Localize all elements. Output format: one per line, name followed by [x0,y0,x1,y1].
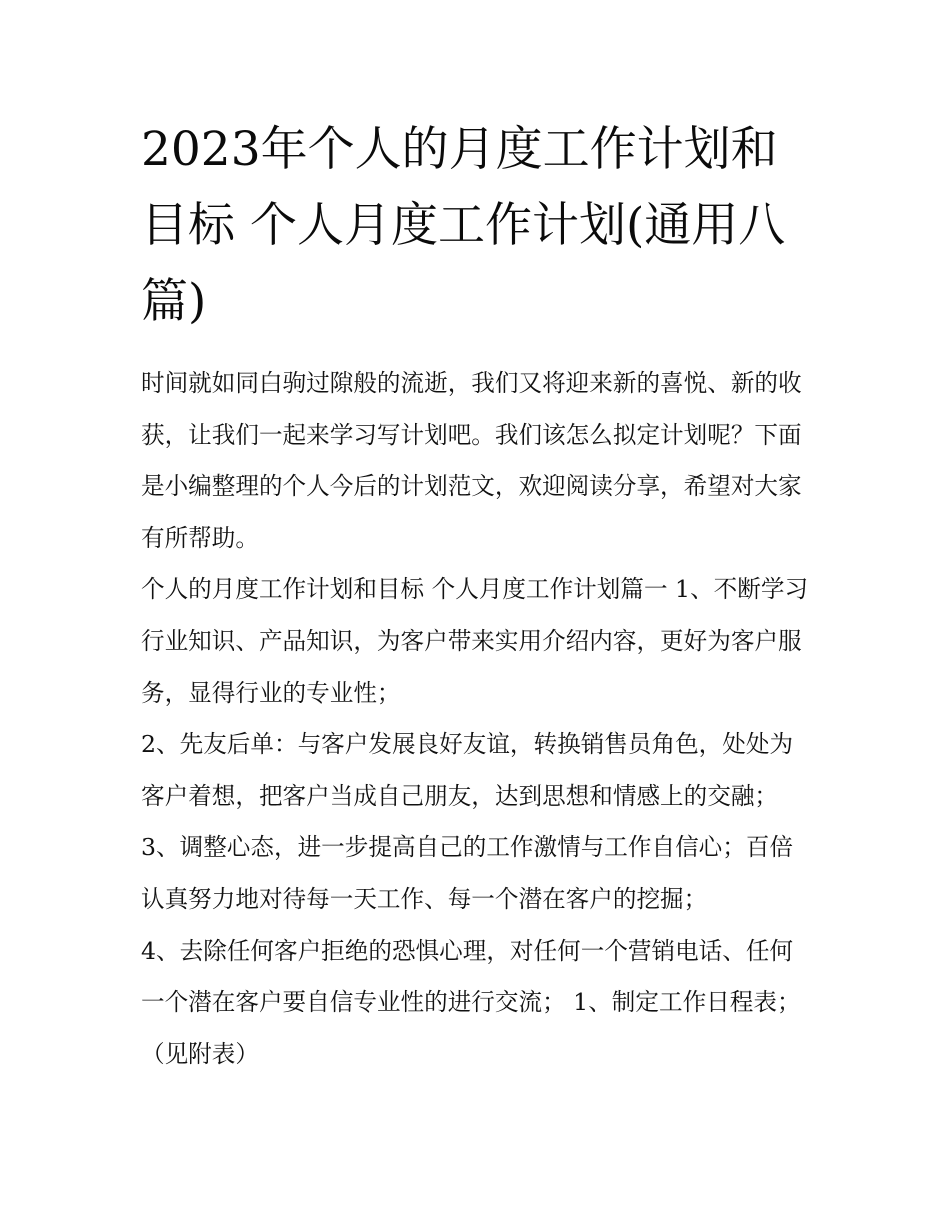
document-body [141,358,813,1080]
paragraph-item-2: 2、先友后单：与客户发展良好友谊，转换销售员角色，处处为客户着想，把客户当成自己朋友，达到思想和情感上的交融； [141,730,794,810]
paragraph-item-4: 4、去除任何客户拒绝的恐惧心理，对任何一个营销电话、任何一个潜在客户要自信专业性的进行交流； 1、制定工作日程表；（见附表） [141,936,801,1068]
document-title: 2023年个人的月度工作计划和目标 个人月度工作计划(通用八篇) [141,122,786,329]
paragraph-item-1: 个人的月度工作计划和目标 个人月度工作计划篇一 1、不断学习行业知识、产品知识，为客户带来实用介绍内容，更好为客户服务，显得行业的专业性； [141,575,809,707]
document-content [141,112,813,1080]
paragraph-item-3: 3、调整心态，进一步提高自己的工作激情与工作自信心；百倍认真努力地对待每一天工作、每一个潜在客户的挖掘； [141,833,794,913]
paragraph-intro: 时间就如同白驹过隙般的流逝，我们又将迎来新的喜悦、新的收获，让我们一起来学习写计划吧。我们该怎么拟定计划呢？下面是小编整理的个人今后的计划范文，欢迎阅读分享，希望对大家有所帮助。 [141,369,802,552]
